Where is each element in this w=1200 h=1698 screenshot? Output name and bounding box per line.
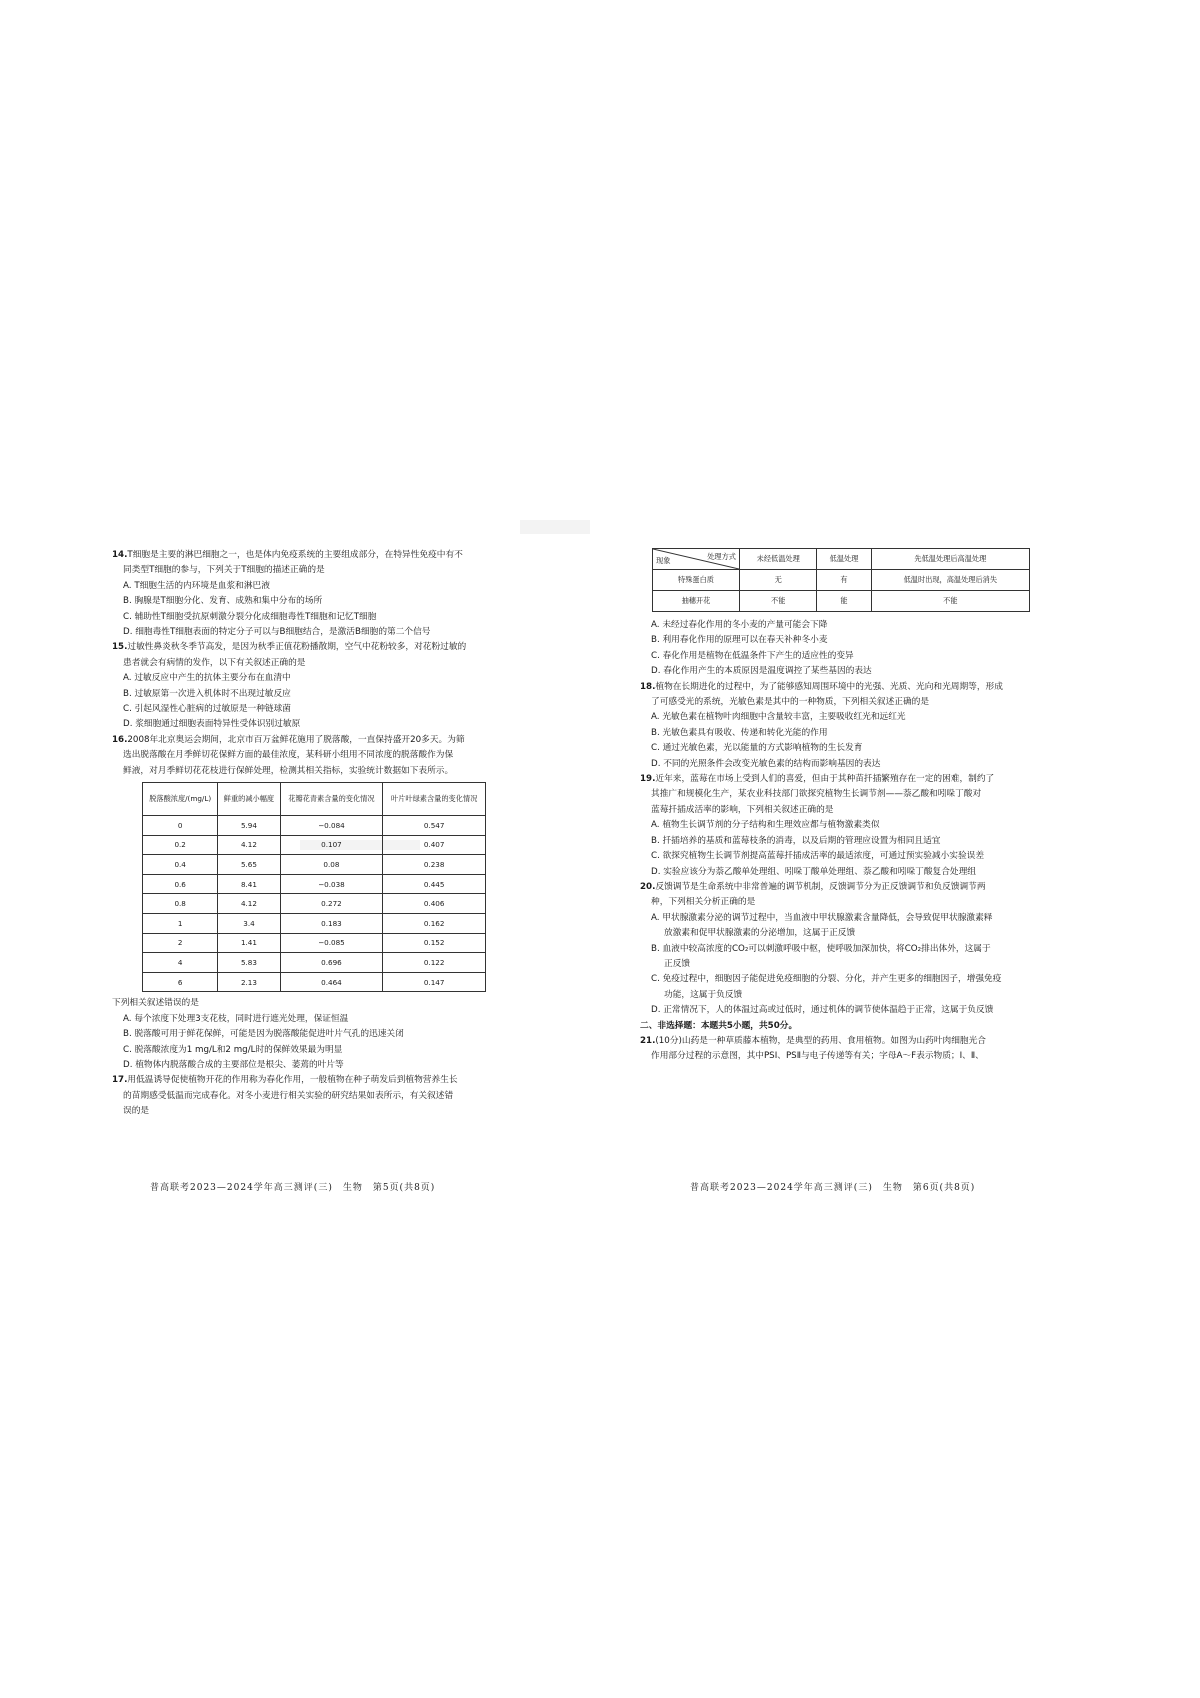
table-row bbox=[143, 855, 486, 875]
table-cell: 0.152 bbox=[383, 933, 486, 953]
corner-label-treatment: 处理方式 bbox=[707, 552, 736, 561]
question-stem: 患者就会有病情的发作，以下有关叙述正确的是 bbox=[123, 657, 306, 668]
left-page bbox=[112, 548, 536, 1193]
question-stem: 作用部分过程的示意图，其中PSⅠ、PSⅡ与电子传递等有关；字母A～F表示物质；Ⅰ、Ⅱ、 bbox=[651, 1051, 984, 1062]
table-cell: −0.084 bbox=[280, 816, 383, 836]
option-c: C. 春化作用是植物在低温条件下产生的适应性的变异 bbox=[651, 650, 854, 661]
question-stem: 其推广和规模化生产，某农业科技部门欲探究植物生长调节剂——萘乙酸和吲哚丁酸对 bbox=[651, 789, 982, 800]
question-stem: 同类型T细胞的参与，下列关于T细胞的描述正确的是 bbox=[123, 565, 325, 576]
question-18 bbox=[640, 680, 1072, 772]
question-number: 18. bbox=[640, 681, 656, 692]
question-stem: 选出脱落酸在月季鲜切花保鲜方面的最佳浓度，某科研小组用不同浓度的脱落酸作为保 bbox=[123, 750, 454, 761]
table-cell: 0.547 bbox=[383, 816, 486, 836]
table-cell: 0.2 bbox=[143, 835, 218, 855]
table-cell: −0.038 bbox=[280, 874, 383, 894]
question-stem: 误的是 bbox=[123, 1106, 150, 1117]
option-b: B. 利用春化作用的原理可以在春天补种冬小麦 bbox=[651, 635, 828, 646]
table-row bbox=[143, 816, 486, 836]
column-header: 花瓣花青素含量的变化情况 bbox=[280, 783, 383, 816]
table-cell: 0.464 bbox=[280, 972, 383, 992]
table-cell: 有 bbox=[817, 570, 871, 591]
table-cell: 0.6 bbox=[143, 874, 218, 894]
table-cell: 0.107 bbox=[280, 835, 383, 855]
column-header: 脱落酸浓度/(mg/L) bbox=[143, 783, 218, 816]
table-cell: 不能 bbox=[871, 591, 1029, 612]
column-header: 鲜重的减小幅度 bbox=[218, 783, 280, 816]
table-cell: 5.65 bbox=[218, 855, 280, 875]
table-cell: 0.272 bbox=[280, 894, 383, 914]
question-stem: 的苗期感受低温而完成春化。对冬小麦进行相关实验的研究结果如表所示，有关叙述错 bbox=[123, 1090, 454, 1101]
table-cell: 能 bbox=[817, 591, 871, 612]
scan-smudge bbox=[520, 520, 590, 534]
question-stem: (10分)山药是一种草质藤本植物，是典型的药用、食用植物。如图为山药叶肉细胞光合 bbox=[655, 1035, 986, 1046]
option-a-continued: 放激素和促甲状腺激素的分泌增加，这属于正反馈 bbox=[664, 928, 856, 939]
page-footer: 普高联考2023—2024学年高三测评(三) 生物 第6页(共8页) bbox=[690, 1183, 976, 1193]
question-number: 19. bbox=[640, 774, 656, 785]
column-header: 先低温处理后高温处理 bbox=[871, 549, 1029, 570]
table-cell: 0.406 bbox=[383, 894, 486, 914]
question-stem: T细胞是主要的淋巴细胞之一，也是体内免疫系统的主要组成部分，在特异性免疫中有不 bbox=[127, 550, 463, 560]
option-c: C. 脱落酸浓度为1 mg/L和2 mg/L时的保鲜效果最为明显 bbox=[123, 1044, 343, 1055]
option-d: D. 不同的光照条件会改变光敏色素的结构而影响基因的表达 bbox=[651, 758, 881, 769]
table-cell: 4.12 bbox=[218, 894, 280, 914]
option-c: C. 欲探究植物生长调节剂提高蓝莓扦插成活率的最适浓度，可通过预实验减小实验误差 bbox=[651, 851, 985, 862]
question-20 bbox=[640, 880, 1072, 1019]
table-row bbox=[653, 591, 1030, 612]
table-cell: 2 bbox=[143, 933, 218, 953]
table-cell: 1.41 bbox=[218, 933, 280, 953]
question-number: 21. bbox=[640, 1035, 656, 1046]
table-cell: 1 bbox=[143, 914, 218, 934]
table-cell: 5.94 bbox=[218, 816, 280, 836]
question-16 bbox=[112, 733, 536, 1074]
vernalization-result-table bbox=[652, 548, 1030, 612]
question-stem: 过敏性鼻炎秋冬季节高发，是因为秋季正值花粉播散期，空气中花粉较多，对花粉过敏的 bbox=[127, 642, 467, 653]
question-17-options bbox=[640, 618, 1072, 680]
abscisic-acid-data-table bbox=[142, 782, 486, 992]
table-row bbox=[653, 570, 1030, 591]
option-a: A. 未经过春化作用的冬小麦的产量可能会下降 bbox=[651, 620, 828, 630]
question-stem: 反馈调节是生命系统中非常普遍的调节机制，反馈调节分为正反馈调节和负反馈调节两 bbox=[655, 881, 986, 892]
question-19 bbox=[640, 772, 1072, 880]
table-cell: 低温时出现，高温处理后消失 bbox=[871, 570, 1029, 591]
table-cell: 0.445 bbox=[383, 874, 486, 894]
option-b: B. 过敏原第一次进入机体时不出现过敏反应 bbox=[123, 688, 291, 699]
table-row bbox=[143, 835, 486, 855]
table-cell: 0.8 bbox=[143, 894, 218, 914]
option-a: A. 植物生长调节剂的分子结构和生理效应都与植物激素类似 bbox=[651, 820, 880, 831]
question-stem: 蓝莓扦插成活率的影响，下列相关叙述正确的是 bbox=[651, 804, 834, 815]
table-cell: 0.08 bbox=[280, 855, 383, 875]
table-cell: 4 bbox=[143, 953, 218, 973]
question-stem: 种，下列相关分析正确的是 bbox=[651, 897, 756, 908]
question-stem: 近年来，蓝莓在市场上受到人们的喜爱，但由于其种苗扦插繁殖存在一定的困难，制约了 bbox=[655, 774, 995, 785]
option-d: D. 植物体内脱落酸合成的主要部位是根尖、萎蔫的叶片等 bbox=[123, 1060, 344, 1071]
option-a: A. 过敏反应中产生的抗体主要分布在血清中 bbox=[123, 673, 291, 684]
table-cell: 0.238 bbox=[383, 855, 486, 875]
page-footer: 普高联考2023—2024学年高三测评(三) 生物 第5页(共8页) bbox=[150, 1183, 436, 1193]
row-label: 特殊蛋白质 bbox=[653, 570, 740, 591]
table-cell: 0 bbox=[143, 816, 218, 836]
question-number: 20. bbox=[640, 881, 656, 892]
table-row bbox=[143, 914, 486, 934]
table-cell: 2.13 bbox=[218, 972, 280, 992]
column-header: 未经低温处理 bbox=[740, 549, 817, 570]
table-cell: 无 bbox=[740, 570, 817, 591]
question-stem: 2008年北京奥运会期间，北京市百万盆鲜花施用了脱落酸，一直保持盛开20多天。为筛 bbox=[127, 734, 465, 745]
question-21 bbox=[640, 1034, 1072, 1065]
table-cell: 4.12 bbox=[218, 835, 280, 855]
column-header: 低温处理 bbox=[817, 549, 871, 570]
table-cell: 0.696 bbox=[280, 953, 383, 973]
option-a: A. 光敏色素在植物叶肉细胞中含量较丰富，主要吸收红光和远红光 bbox=[651, 712, 906, 723]
option-c-continued: 功能，这属于负反馈 bbox=[664, 989, 743, 1000]
table-cell: 3.4 bbox=[218, 914, 280, 934]
option-c: C. 免疫过程中，细胞因子能促进免疫细胞的分裂、分化，并产生更多的细胞因子，增强免疫 bbox=[651, 974, 1002, 985]
question-stem: 了可感受光的系统，光敏色素是其中的一种物质，下列相关叙述正确的是 bbox=[651, 697, 929, 708]
table-cell: 5.83 bbox=[218, 953, 280, 973]
option-b: B. 血液中较高浓度的CO₂可以刺激呼吸中枢，使呼吸加深加快，将CO₂排出体外，这属于 bbox=[651, 943, 991, 954]
table-cell: 0.122 bbox=[383, 953, 486, 973]
question-number: 16. bbox=[112, 734, 128, 745]
row-label: 抽穗开花 bbox=[653, 591, 740, 612]
table-header-row bbox=[143, 783, 486, 816]
table-cell: 0.183 bbox=[280, 914, 383, 934]
option-d: D. 春化作用产生的本质原因是温度调控了某些基因的表达 bbox=[651, 666, 872, 677]
option-b: B. 光敏色素具有吸收、传递和转化光能的作用 bbox=[651, 727, 828, 738]
table-header-row bbox=[653, 549, 1030, 570]
table-cell: 6 bbox=[143, 972, 218, 992]
option-d: D. 正常情况下，人的体温过高或过低时，通过机体的调节使体温趋于正常，这属于负反馈 bbox=[651, 1005, 994, 1016]
question-number: 17. bbox=[112, 1075, 128, 1086]
table-cell: 0.162 bbox=[383, 914, 486, 934]
option-b: B. 扦插培养的基质和蓝莓枝条的消毒，以及后期的管理应设置为相同且适宜 bbox=[651, 835, 941, 846]
option-a: A. 每个浓度下处理3支花枝，同时进行遮光处理，保证恒温 bbox=[123, 1013, 349, 1024]
question-17 bbox=[112, 1073, 536, 1119]
option-b-continued: 正反馈 bbox=[664, 958, 691, 969]
table-cell: 0.407 bbox=[383, 835, 486, 855]
option-d: D. 浆细胞通过细胞表面特异性受体识别过敏原 bbox=[123, 719, 301, 730]
corner-label-phenomenon: 现象 bbox=[656, 556, 671, 565]
option-c: C. 通过光敏色素，光以能量的方式影响植物的生长发育 bbox=[651, 743, 863, 754]
table-cell: 8.41 bbox=[218, 874, 280, 894]
question-stem: 鲜液，对月季鲜切花花枝进行保鲜处理，检测其相关指标，实验统计数据如下表所示。 bbox=[123, 765, 454, 776]
table-row bbox=[143, 972, 486, 992]
table-cell: 0.147 bbox=[383, 972, 486, 992]
table-row bbox=[143, 953, 486, 973]
option-a: A. 甲状腺激素分泌的调节过程中，当血液中甲状腺激素含量降低，会导致促甲状腺激素释 bbox=[651, 912, 993, 923]
option-b: B. 胸腺是T细胞分化、发育、成熟和集中分布的场所 bbox=[123, 596, 323, 607]
question-prompt: 下列相关叙述错误的是 bbox=[112, 998, 199, 1009]
question-15 bbox=[112, 640, 536, 732]
table-row bbox=[143, 933, 486, 953]
question-number: 14. bbox=[112, 550, 128, 560]
option-d: D. 细胞毒性T细胞表面的特定分子可以与B细胞结合，是激活B细胞的第二个信号 bbox=[123, 627, 431, 638]
section-heading: 二、非选择题：本题共5小题，共50分。 bbox=[640, 1020, 798, 1031]
table-row bbox=[143, 874, 486, 894]
column-header: 叶片叶绿素含量的变化情况 bbox=[383, 783, 486, 816]
option-a: A. T细胞生活的内环境是血浆和淋巴液 bbox=[123, 580, 270, 591]
table-cell: 0.4 bbox=[143, 855, 218, 875]
table-row bbox=[143, 894, 486, 914]
question-number: 15. bbox=[112, 642, 128, 653]
diagonal-header-cell bbox=[653, 549, 740, 570]
table-cell: −0.085 bbox=[280, 933, 383, 953]
question-stem: 用低温诱导促使植物开花的作用称为春化作用，一般植物在种子萌发后到植物营养生长 bbox=[127, 1075, 458, 1086]
question-14 bbox=[112, 548, 536, 640]
option-c: C. 辅助性T细胞受抗原刺激分裂分化成细胞毒性T细胞和记忆T细胞 bbox=[123, 611, 377, 622]
table-cell: 不能 bbox=[740, 591, 817, 612]
option-b: B. 脱落酸可用于鲜花保鲜，可能是因为脱落酸能促进叶片气孔的迅速关闭 bbox=[123, 1029, 404, 1040]
option-d: D. 实验应该分为萘乙酸单处理组、吲哚丁酸单处理组、萘乙酸和吲哚丁酸复合处理组 bbox=[651, 866, 976, 877]
question-stem: 植物在长期进化的过程中，为了能够感知周围环境中的光强、光质、光向和光周期等，形成 bbox=[655, 681, 1003, 692]
right-page bbox=[640, 548, 1072, 1193]
option-c: C. 引起风湿性心脏病的过敏原是一种链球菌 bbox=[123, 704, 291, 715]
